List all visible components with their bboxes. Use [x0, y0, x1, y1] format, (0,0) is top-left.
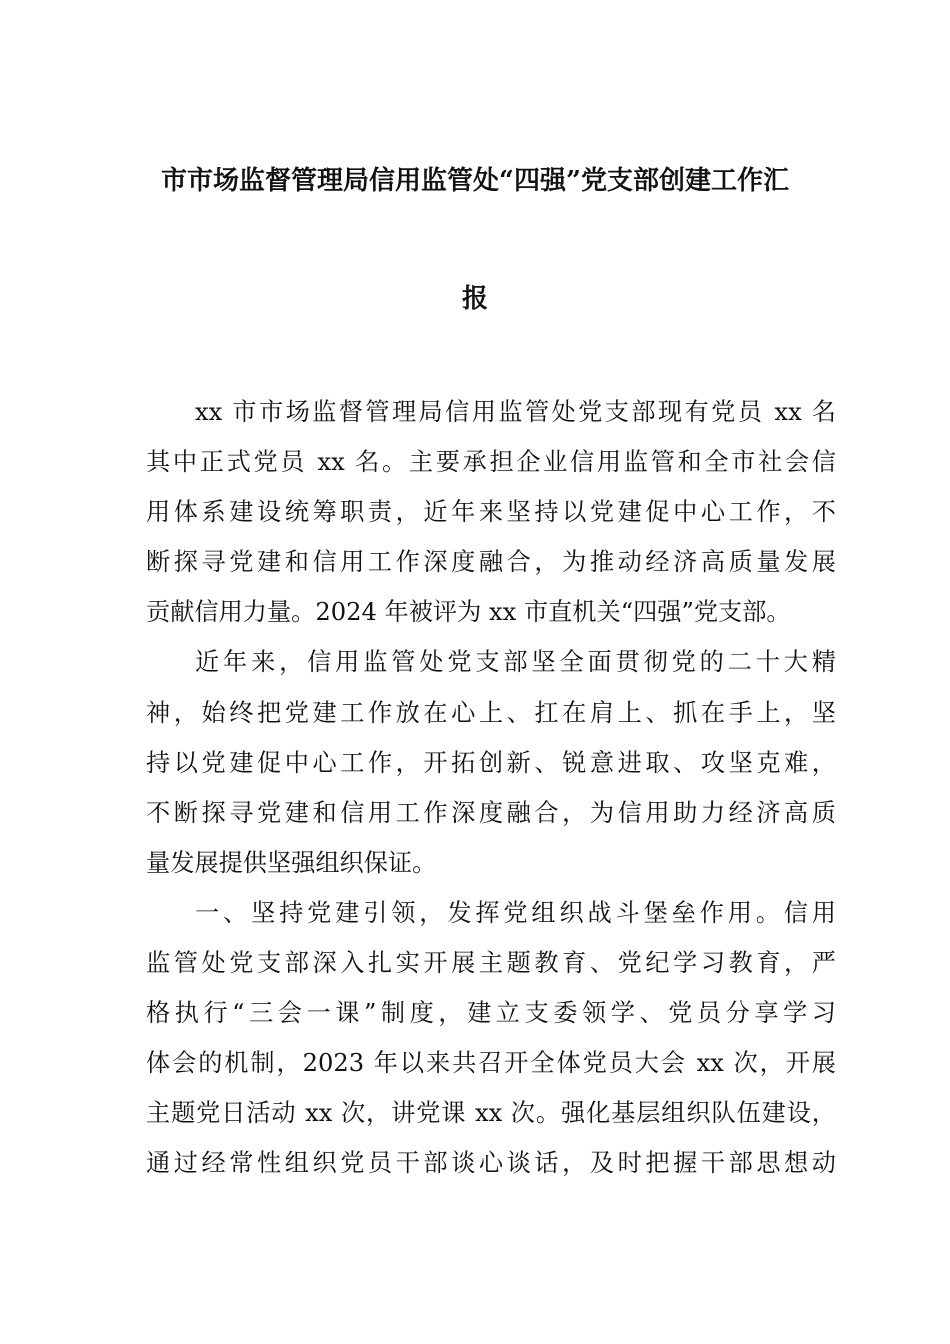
- paragraph-line: 不断探寻党建和信用工作深度融合，为信用助力经济高质: [146, 798, 836, 827]
- paragraph-line: 体会的机制，2023 年以来共召开全体党员大会 xx 次，开展: [146, 1049, 836, 1078]
- paragraph-line: 一、坚持党建引领，发挥党组织战斗堡垒作用。信用: [195, 898, 836, 927]
- paragraph-line: 断探寻党建和信用工作深度融合，为推动经济高质量发展: [146, 548, 836, 577]
- paragraph-line: 近年来，信用监管处党支部坚全面贯彻党的二十大精: [195, 648, 836, 677]
- paragraph-line: 其中正式党员 xx 名。主要承担企业信用监管和全市社会信: [146, 448, 836, 477]
- document-title-line-2: 报: [461, 284, 488, 314]
- paragraph-line: 贡献信用力量。2024 年被评为 xx 市直机关“四强”党支部。: [146, 598, 791, 627]
- paragraph-line: 格执行“三会一课”制度，建立支委领学、党员分享学习: [146, 999, 836, 1028]
- paragraph-line: xx 市市场监督管理局信用监管处党支部现有党员 xx 名: [195, 398, 836, 426]
- document-title-line-1: 市市场监督管理局信用监管处“四强”党支部创建工作汇: [161, 166, 789, 196]
- paragraph-line: 用体系建设统筹职责，近年来坚持以党建促中心工作，不: [146, 498, 836, 527]
- paragraph-line: 量发展提供坚强组织保证。: [146, 848, 437, 877]
- paragraph-line: 神，始终把党建工作放在心上、扛在肩上、抓在手上，坚: [146, 698, 836, 727]
- paragraph-line: 监管处党支部深入扎实开展主题教育、党纪学习教育，严: [146, 949, 836, 978]
- paragraph-line: 通过经常性组织党员干部谈心谈话，及时把握干部思想动: [146, 1149, 836, 1178]
- paragraph-section-one: [146, 896, 836, 1197]
- paragraph-intro: [146, 395, 836, 645]
- paragraph-overview: [146, 645, 836, 895]
- paragraph-line: 持以党建促中心工作，开拓创新、锐意进取、攻坚克难，: [146, 748, 836, 777]
- paragraph-line: 主题党日活动 xx 次，讲党课 xx 次。强化基层组织队伍建设，: [146, 1099, 836, 1128]
- document-body: [146, 395, 836, 1197]
